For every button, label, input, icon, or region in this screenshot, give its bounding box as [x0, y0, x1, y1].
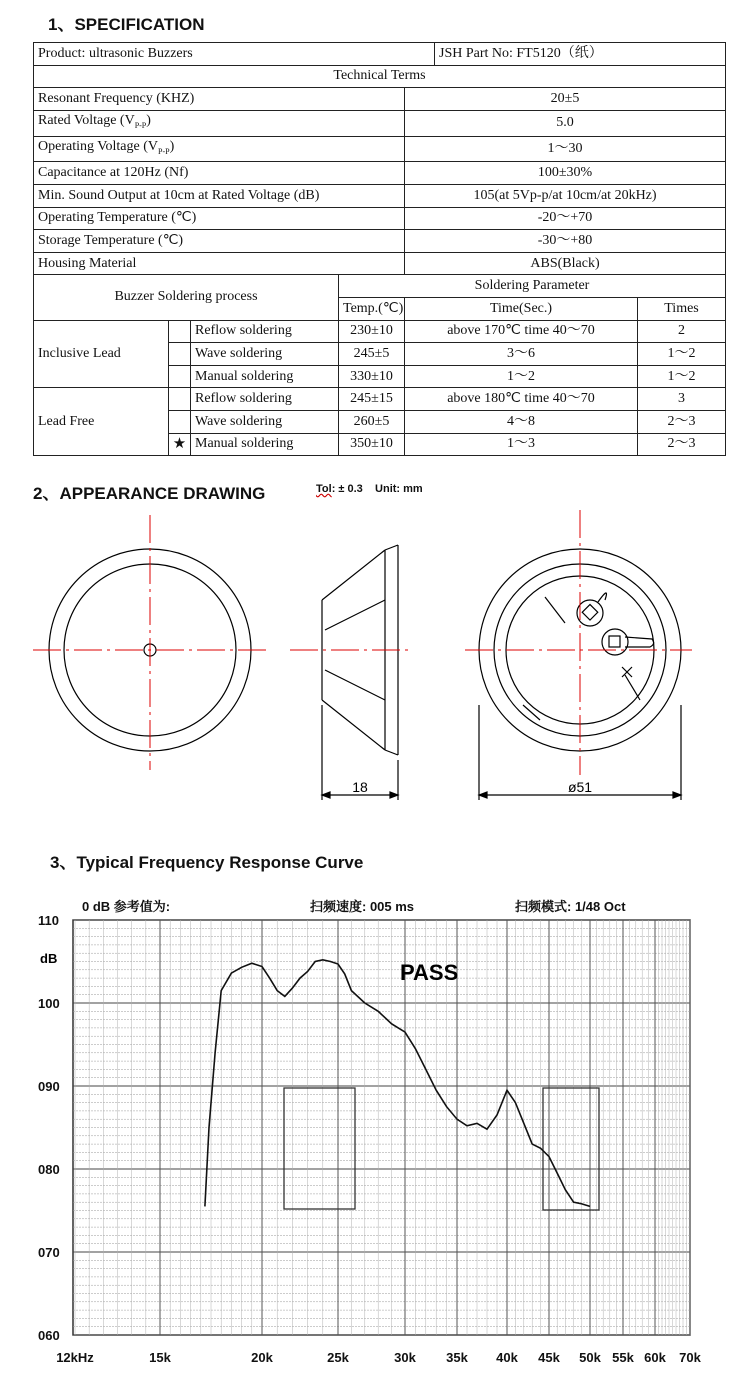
y-tick-label: 060	[38, 1328, 60, 1343]
soldering-temp: 245±5	[339, 343, 405, 366]
tolerance-label: Tol	[316, 483, 332, 495]
spec-label-text: Resonant Frequency (KHZ)	[38, 90, 195, 106]
soldering-time: above 170℃ time 40～70	[405, 320, 638, 343]
soldering-time: 3～6	[405, 343, 638, 366]
soldering-method: Reflow soldering	[191, 320, 339, 343]
soldering-process-label: Buzzer Soldering process	[34, 275, 339, 320]
soldering-time: 1～2	[405, 365, 638, 388]
x-tick-label: 45k	[538, 1350, 560, 1365]
depth-dimension: 18	[352, 779, 368, 795]
curve-title: 3、Typical Frequency Response Curve	[50, 853, 364, 872]
soldering-temp: 260±5	[339, 410, 405, 433]
diameter-dimension: ø51	[567, 779, 593, 795]
soldering-temp: 245±15	[339, 388, 405, 411]
pass-label: PASS	[400, 960, 459, 985]
soldering-method: Reflow soldering	[191, 388, 339, 411]
spec-label-text: Operating Temperature (℃)	[38, 210, 197, 226]
limit-box-left	[284, 1088, 355, 1209]
part-number-cell: JSH Part No: FT5120（纸）	[435, 43, 726, 66]
x-tick-label: 20k	[251, 1350, 273, 1365]
spec-label-text: Min. Sound Output at 10cm at Rated Voltage (dB)	[38, 187, 320, 203]
soldering-method: Manual soldering	[191, 365, 339, 388]
product-cell: Product: ultrasonic Buzzers	[34, 43, 435, 66]
spec-label	[34, 136, 405, 162]
spec-value: 20±5	[405, 88, 726, 111]
soldering-times: 1～2	[638, 343, 726, 366]
spec-value: 1～30	[405, 136, 726, 162]
spec-label-subscript: P-P	[158, 146, 170, 156]
soldering-times: 2	[638, 320, 726, 343]
side-view	[290, 545, 408, 800]
y-axis-ticks	[38, 913, 60, 1343]
spec-label-text: Operating Voltage (V	[38, 138, 159, 154]
frequency-response-chart	[0, 875, 750, 1395]
spec-label-text: Storage Temperature (℃)	[38, 232, 184, 248]
soldering-parameter-label: Soldering Parameter	[339, 275, 726, 298]
spec-label	[34, 162, 405, 185]
spec-label	[34, 110, 405, 136]
spec-value: -30～+80	[405, 230, 726, 253]
y-tick-label: 090	[38, 1079, 60, 1094]
inclusive-lead-label: Inclusive Lead	[34, 320, 169, 388]
chart-grid	[73, 920, 690, 1335]
spec-label	[34, 88, 405, 111]
spec-value: ABS(Black)	[405, 252, 726, 275]
chart-header	[82, 899, 626, 914]
spec-label	[34, 252, 405, 275]
x-tick-label: 50k	[579, 1350, 601, 1365]
x-axis-ticks	[56, 1350, 701, 1365]
soldering-time: 1～3	[405, 433, 638, 456]
soldering-temp: 330±10	[339, 365, 405, 388]
spec-value: 5.0	[405, 110, 726, 136]
y-tick-label: 070	[38, 1245, 60, 1260]
soldering-times: 3	[638, 388, 726, 411]
spec-label	[34, 230, 405, 253]
back-view	[465, 510, 692, 800]
x-tick-label: 70k	[679, 1350, 701, 1365]
spec-label-text: Housing Material	[38, 255, 137, 271]
x-tick-label: 35k	[446, 1350, 468, 1365]
soldering-time: above 180℃ time 40～70	[405, 388, 638, 411]
spec-value: 100±30%	[405, 162, 726, 185]
soldering-temp: 350±10	[339, 433, 405, 456]
soldering-method: Manual soldering	[191, 433, 339, 456]
time-column-header: Time(Sec.)	[405, 297, 638, 320]
x-tick-label: 25k	[327, 1350, 349, 1365]
spec-label-subscript: P-P	[134, 120, 147, 130]
soldering-time: 4～8	[405, 410, 638, 433]
drawing-title: 2、APPEARANCE DRAWING	[33, 484, 266, 503]
x-tick-label: 30k	[394, 1350, 416, 1365]
front-view	[33, 515, 268, 770]
soldering-temp: 230±10	[339, 320, 405, 343]
y-tick-label: 100	[38, 996, 60, 1011]
lead-free-label: Lead Free	[34, 388, 169, 456]
spec-label-text: Capacitance at 120Hz (Nf)	[38, 165, 189, 181]
spec-label-end: )	[146, 112, 151, 128]
header-reference: 0 dB 参考值为:	[82, 899, 171, 914]
tolerance-value: : ± 0.3	[331, 483, 363, 495]
header-sweep-mode: 扫频模式: 1/48 Oct	[515, 899, 626, 914]
times-column-header: Times	[638, 297, 726, 320]
tolerance-note	[316, 483, 423, 495]
spec-label	[34, 184, 405, 207]
spec-label	[34, 207, 405, 230]
appearance-drawing	[0, 505, 750, 805]
header-sweep-speed: 扫频速度: 005 ms	[310, 899, 415, 914]
temp-column-header: Temp.(℃)	[339, 297, 405, 320]
y-tick-label: 080	[38, 1162, 60, 1177]
soldering-method: Wave soldering	[191, 343, 339, 366]
limit-box-right	[543, 1088, 599, 1210]
x-tick-label: 55k	[612, 1350, 634, 1365]
soldering-times: 2～3	[638, 410, 726, 433]
x-tick-label: 40k	[496, 1350, 518, 1365]
spec-label-end: )	[169, 138, 175, 154]
spec-value: -20～+70	[405, 207, 726, 230]
soldering-times: 1～2	[638, 365, 726, 388]
y-tick-label: 110	[38, 913, 59, 928]
soldering-method: Wave soldering	[191, 410, 339, 433]
y-unit-label: dB	[40, 951, 58, 966]
soldering-times: 2～3	[638, 433, 726, 456]
star-icon: ★	[169, 433, 191, 456]
technical-terms-heading: Technical Terms	[34, 65, 726, 88]
chart-frame	[73, 920, 690, 1335]
spec-table	[33, 42, 726, 456]
x-tick-label: 12kHz	[56, 1350, 94, 1365]
spec-label-text: Rated Voltage (V	[38, 112, 135, 128]
x-tick-label: 60k	[644, 1350, 666, 1365]
unit-label: Unit: mm	[375, 483, 423, 495]
x-tick-label: 15k	[149, 1350, 171, 1365]
spec-value: 105(at 5Vp-p/at 10cm/at 20kHz)	[405, 184, 726, 207]
spec-title: 1、SPECIFICATION	[48, 15, 205, 34]
